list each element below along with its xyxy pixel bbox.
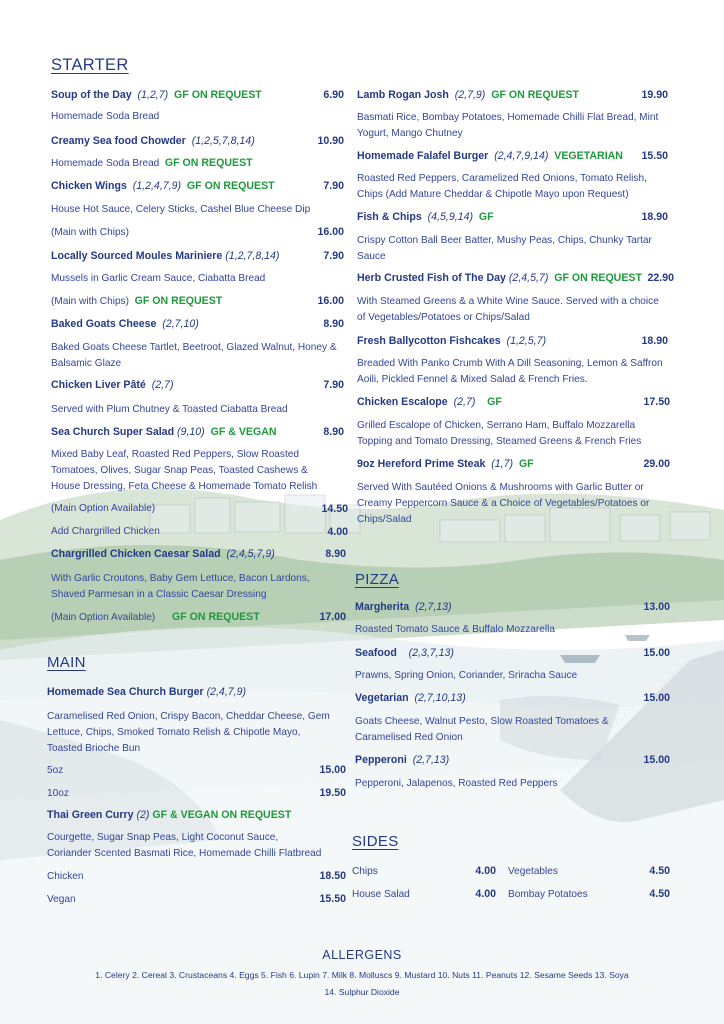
menu-item-seafood-pizza: Seafood (2,3,7,13) bbox=[355, 647, 454, 659]
price-burger-5oz: 15.00 bbox=[319, 764, 346, 776]
price-super-salad-main: 14.50 bbox=[321, 503, 348, 515]
price-fishcakes: 18.90 bbox=[641, 335, 668, 347]
menu-item-moules: Locally Sourced Moules Mariniere (1,2,7,8,14) bbox=[51, 250, 280, 262]
price-steak: 29.00 bbox=[643, 458, 670, 470]
price-pate: 7.90 bbox=[323, 379, 344, 391]
main-heading: MAIN bbox=[47, 654, 86, 671]
menu-item-super-salad: Sea Church Super Salad (9,10) GF & VEGAN bbox=[51, 426, 277, 438]
option-curry-chicken: Chicken bbox=[47, 871, 84, 882]
desc-curry: Courgette, Sugar Snap Peas, Light Coconut Sauce, Coriander Scented Basmati Rice, Homemade Chilli Flatbread bbox=[47, 832, 322, 859]
desc-moules: Mussels in Garlic Cream Sauce, Ciabatta Bread bbox=[51, 273, 266, 284]
option-burger-5oz: 5oz bbox=[47, 765, 64, 776]
price-vegetarian-pizza: 15.00 bbox=[643, 692, 670, 704]
option-super-salad-main: (Main Option Available) bbox=[51, 503, 156, 514]
allergens-list-line2: 14. Sulphur Dioxide bbox=[324, 987, 400, 997]
pizza-heading: PIZZA bbox=[355, 571, 400, 588]
desc-chowder: Homemade Soda Bread GF ON REQUEST bbox=[51, 157, 253, 169]
side-house-salad: House Salad bbox=[352, 889, 410, 900]
price-caesar-main: 17.00 bbox=[319, 611, 346, 623]
side-chips: Chips bbox=[352, 866, 378, 877]
desc-seafood-pizza: Prawns, Spring Onion, Coriander, Sriracha Sauce bbox=[355, 670, 578, 681]
price-wings: 7.90 bbox=[323, 180, 344, 192]
desc-super-salad: Mixed Baby Leaf, Roasted Red Peppers, Slow Roasted Tomatoes, Olives, Sugar Snap Peas, Toasted Cashews & House Dressing, Feta Cheese & Homemade Tomato Relish bbox=[51, 449, 318, 492]
price-margherita: 13.00 bbox=[643, 601, 670, 613]
sides-heading: SIDES bbox=[352, 833, 399, 850]
menu-item-wings: Chicken Wings (1,2,4,7,9) GF ON REQUEST bbox=[51, 180, 275, 192]
desc-escalope: Grilled Escalope of Chicken, Serrano Ham, Buffalo Mozzarella Topping and Tomato Dressing, Steamed Greens & French Fries bbox=[357, 420, 642, 447]
desc-fish-chips: Crispy Cotton Ball Beer Batter, Mushy Peas, Chips, Chunky Tartar Sauce bbox=[357, 235, 652, 262]
option-curry-vegan: Vegan bbox=[47, 894, 76, 905]
price-lamb: 19.90 bbox=[641, 89, 668, 101]
price-burger-10oz: 19.50 bbox=[319, 787, 346, 799]
price-wings-main: 16.00 bbox=[317, 226, 344, 238]
price-curry-chicken: 18.50 bbox=[319, 870, 346, 882]
menu-item-pate: Chicken Liver Pâté (2,7) bbox=[51, 379, 174, 391]
menu-item-curry: Thai Green Curry (2) GF & VEGAN ON REQUEST bbox=[47, 809, 292, 821]
side-vegetables: Vegetables bbox=[508, 866, 558, 877]
price-escalope: 17.50 bbox=[643, 396, 670, 408]
menu-item-chowder: Creamy Sea food Chowder (1,2,5,7,8,14) bbox=[51, 135, 255, 147]
desc-caesar: With Garlic Croutons, Baby Gem Lettuce, Bacon Lardons, Shaved Parmesan in a Classic Caesar Dressing bbox=[51, 573, 310, 600]
desc-pate: Served with Plum Chutney & Toasted Ciabatta Bread bbox=[51, 404, 288, 415]
option-wings-main: (Main with Chips) bbox=[51, 227, 129, 238]
side-bombay-potatoes: Bombay Potatoes bbox=[508, 889, 588, 900]
menu-item-fish-chips: Fish & Chips (4,5,9,14) GF bbox=[357, 211, 494, 223]
menu-item-soup: Soup of the Day (1,2,7) GF ON REQUEST bbox=[51, 89, 262, 101]
desc-soup: Homemade Soda Bread bbox=[51, 111, 160, 122]
menu-item-goats: Baked Goats Cheese (2,7,10) bbox=[51, 318, 199, 330]
menu-item-burger: Homemade Sea Church Burger (2,4,7,9) bbox=[47, 686, 247, 698]
menu-item-steak: 9oz Hereford Prime Steak (1,7) GF bbox=[357, 458, 534, 470]
menu-item-fishcakes: Fresh Ballycotton Fishcakes (1,2,5,7) bbox=[357, 335, 546, 347]
price-side-house-salad: 4.00 bbox=[475, 888, 496, 900]
desc-steak: Served With Sautéed Onions & Mushrooms with Garlic Butter or Creamy Peppercorn Sauce & a Choice of Vegetables/Potatoes or Chips/Salad bbox=[357, 482, 650, 525]
menu-item-escalope: Chicken Escalope (2,7) GF bbox=[357, 396, 502, 408]
desc-goats: Baked Goats Cheese Tartlet, Beetroot, Glazed Walnut, Honey & Balsamic Glaze bbox=[51, 342, 337, 369]
price-goats: 8.90 bbox=[323, 318, 344, 330]
price-herb-fish: 22.90 bbox=[647, 272, 674, 284]
menu-item-pepperoni-pizza: Pepperoni (2,7,13) bbox=[355, 754, 450, 766]
price-side-chips: 4.00 bbox=[475, 865, 496, 877]
desc-lamb: Basmati Rice, Bombay Potatoes, Homemade Chilli Flat Bread, Mint Yogurt, Mango Chutney bbox=[357, 112, 659, 139]
menu-item-margherita: Margherita (2,7,13) bbox=[355, 601, 452, 613]
price-fish-chips: 18.90 bbox=[641, 211, 668, 223]
price-caesar: 8.90 bbox=[325, 548, 346, 560]
option-burger-10oz: 10oz bbox=[47, 788, 69, 799]
desc-wings: House Hot Sauce, Celery Sticks, Cashel Blue Cheese Dip bbox=[51, 204, 311, 215]
option-moules-main: (Main with Chips) GF ON REQUEST bbox=[51, 295, 223, 307]
price-curry-vegan: 15.50 bbox=[319, 893, 346, 905]
price-chowder: 10.90 bbox=[317, 135, 344, 147]
desc-burger: Caramelised Red Onion, Crispy Bacon, Cheddar Cheese, Gem Lettuce, Chips, Smoked Tomato Relish & Chipotle Mayo, Toasted Brioche Bun bbox=[47, 711, 330, 754]
menu-item-lamb: Lamb Rogan Josh (2,7,9) GF ON REQUEST bbox=[357, 89, 579, 101]
starter-heading: STARTER bbox=[51, 56, 129, 74]
desc-herb-fish: With Steamed Greens & a White Wine Sauce. Served with a choice of Vegetables/Potatoes or Chips/Salad bbox=[357, 296, 659, 323]
allergens-list-line1: 1. Celery 2. Cereal 3. Crustaceans 4. Eggs 5. Fish 6. Lupin 7. Milk 8. Molluscs 9. Mustard 10. Nuts 11. Peanuts 12. Sesame Seeds 13. Soya bbox=[95, 970, 629, 980]
option-caesar-main: (Main Option Available) GF ON REQUEST bbox=[51, 611, 260, 623]
desc-fishcakes: Breaded With Panko Crumb With A Dill Seasoning, Lemon & Saffron Aoili, Pickled Fennel & Mixed Salad & French Fries. bbox=[357, 358, 663, 385]
price-seafood-pizza: 15.00 bbox=[643, 647, 670, 659]
price-moules-main: 16.00 bbox=[317, 295, 344, 307]
price-add-chicken: 4.00 bbox=[327, 526, 348, 538]
price-side-vegetables: 4.50 bbox=[649, 865, 670, 877]
price-pepperoni-pizza: 15.00 bbox=[643, 754, 670, 766]
menu-item-vegetarian-pizza: Vegetarian (2,7,10,13) bbox=[355, 692, 466, 704]
price-super-salad: 8.90 bbox=[323, 426, 344, 438]
desc-pepperoni-pizza: Pepperoni, Jalapenos, Roasted Red Peppers bbox=[355, 778, 558, 789]
desc-margherita: Roasted Tomato Sauce & Buffalo Mozzarella bbox=[355, 624, 555, 635]
desc-vegetarian-pizza: Goats Cheese, Walnut Pesto, Slow Roasted Tomatoes & Caramelised Red Onion bbox=[355, 716, 609, 743]
price-soup: 6.90 bbox=[323, 89, 344, 101]
menu-item-herb-fish: Herb Crusted Fish of The Day (2,4,5,7) GF ON REQUEST bbox=[357, 272, 642, 284]
allergens-title: ALLERGENS bbox=[322, 948, 402, 962]
menu-item-falafel: Homemade Falafel Burger (2,4,7,9,14) VEGETARIAN bbox=[357, 150, 623, 162]
option-add-chicken: Add Chargrilled Chicken bbox=[51, 526, 160, 537]
desc-falafel: Roasted Red Peppers, Caramelized Red Onions, Tomato Relish, Chips (Add Mature Cheddar & Chipotle Mayo upon Request) bbox=[357, 173, 647, 200]
price-falafel: 15.50 bbox=[641, 150, 668, 162]
price-side-bombay-potatoes: 4.50 bbox=[649, 888, 670, 900]
price-moules: 7.90 bbox=[323, 250, 344, 262]
menu-item-caesar: Chargrilled Chicken Caesar Salad (2,4,5,7,9) bbox=[51, 548, 275, 560]
